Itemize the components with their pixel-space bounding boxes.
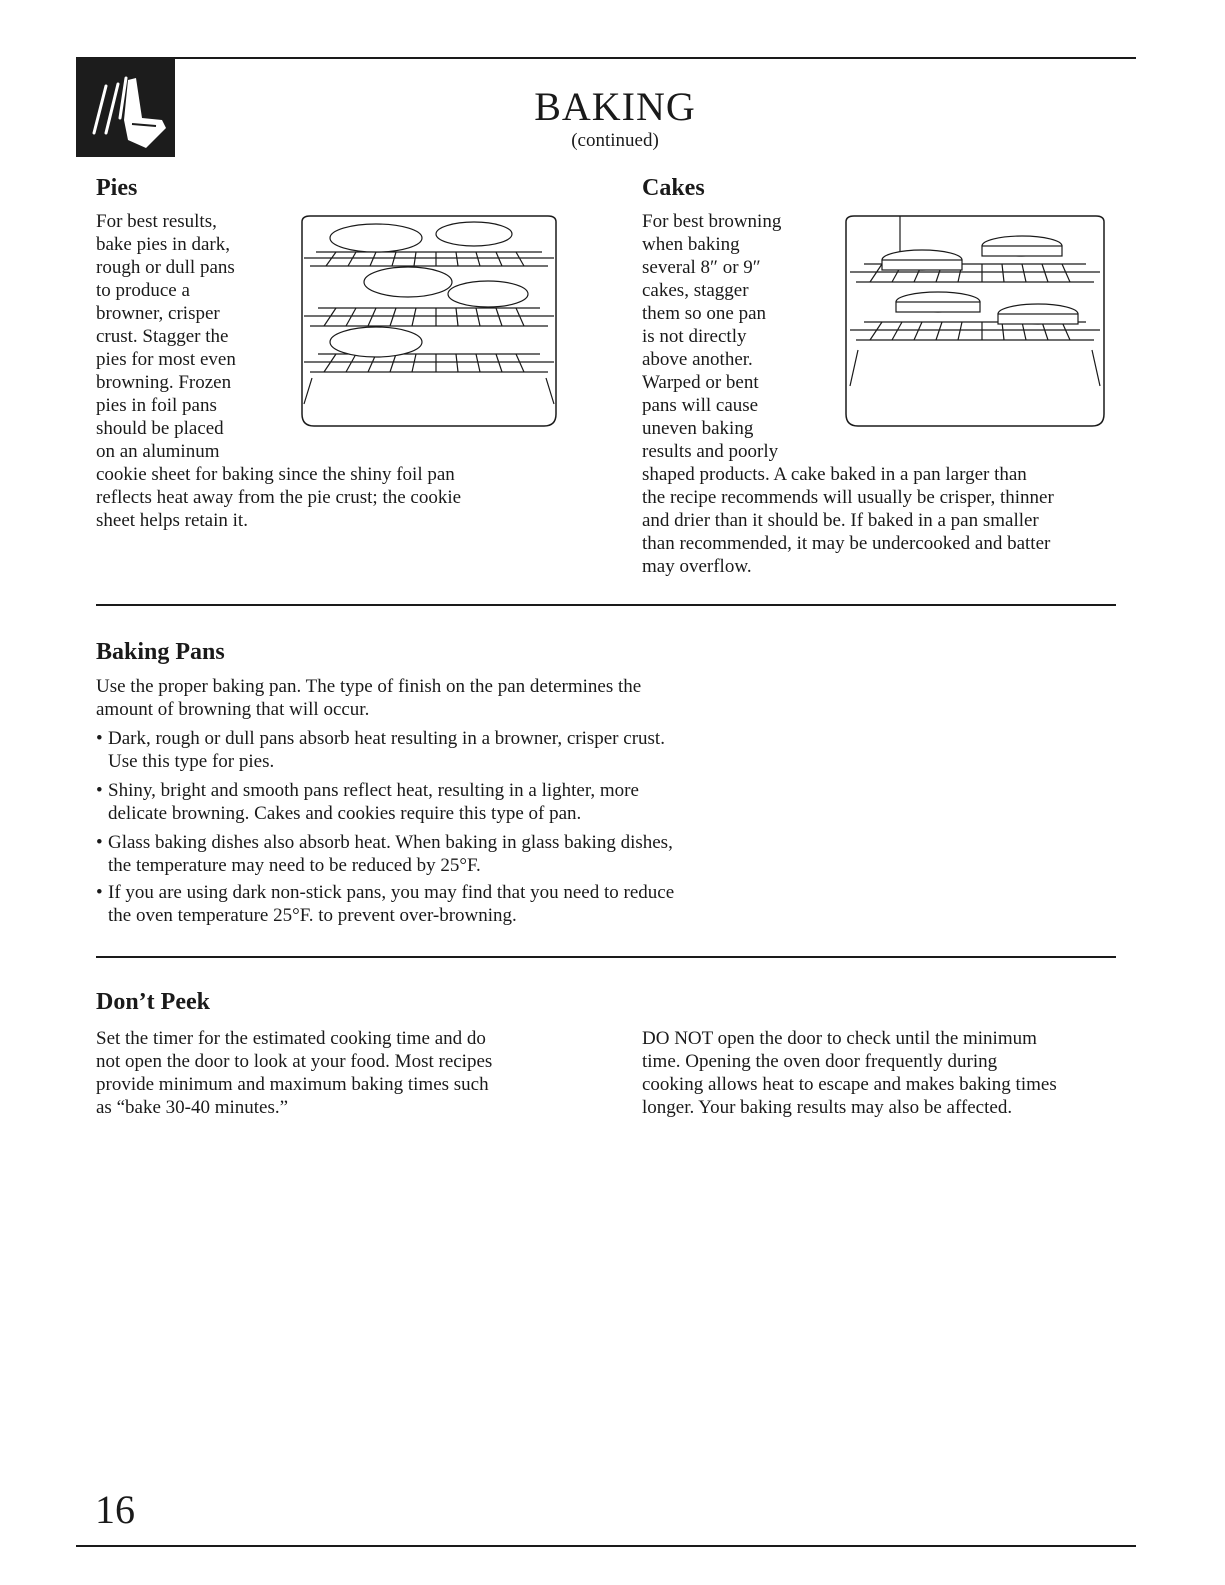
cakes-line: pans will cause (642, 395, 759, 416)
baking-pans-bullet (96, 780, 796, 825)
cakes-line: For best browning (642, 211, 782, 232)
cakes-line: is not directly (642, 326, 747, 347)
cakes-heading: Cakes (642, 175, 705, 201)
pies-line: should be placed (96, 418, 224, 439)
bullet-dot-icon: • (96, 780, 103, 801)
page-subtitle: (continued) (571, 130, 659, 151)
cakes-line: several 8″ or 9″ (642, 257, 761, 278)
top-rule (76, 57, 1136, 59)
cakes-line: results and poorly (642, 441, 779, 462)
pies-line: For best results, (96, 211, 217, 232)
pies-line: crust. Stagger the (96, 326, 229, 347)
cakes-line: and drier than it should be. If baked in a pan smaller (642, 510, 1039, 531)
cakes-line: above another. (642, 349, 753, 370)
page-title: BAKING (534, 84, 696, 129)
hand-glove-icon (76, 58, 175, 157)
dont-peek-right-line: cooking allows heat to escape and makes baking times (642, 1074, 1057, 1095)
section-divider (96, 604, 1116, 606)
bullet-line: Shiny, bright and smooth pans reflect heat, resulting in a lighter, more (108, 780, 639, 801)
dont-peek-left-line: not open the door to look at your food. Most recipes (96, 1051, 493, 1072)
bullet-line: delicate browning. Cakes and cookies require this type of pan. (108, 802, 582, 824)
bullet-dot-icon: • (96, 832, 103, 853)
pies-line: rough or dull pans (96, 257, 235, 278)
cakes-line: Warped or bent (642, 372, 759, 393)
pies-line: browner, crisper (96, 303, 220, 324)
cakes-line: shaped products. A cake baked in a pan larger than (642, 464, 1027, 485)
bullet-line: Dark, rough or dull pans absorb heat resulting in a browner, crisper crust. (108, 728, 665, 749)
baking-pans-bullet (96, 728, 796, 773)
dont-peek-right-line: time. Opening the oven door frequently during (642, 1051, 998, 1072)
pies-line: cookie sheet for baking since the shiny foil pan (96, 464, 455, 485)
bullet-line: Glass baking dishes also absorb heat. When baking in glass baking dishes, (108, 832, 673, 853)
dont-peek-left-line: Set the timer for the estimated cooking time and do (96, 1028, 486, 1049)
pies-line: pies in foil pans (96, 395, 217, 416)
cakes-line: cakes, stagger (642, 280, 749, 301)
pies-oven-illustration (296, 214, 562, 432)
baking-pans-intro-line: Use the proper baking pan. The type of finish on the pan determines the (96, 676, 642, 697)
bullet-line: Use this type for pies. (108, 750, 275, 772)
bullet-line: the temperature may need to be reduced by 25°F. (108, 854, 481, 876)
baking-pans-bullet (96, 832, 796, 877)
pies-line: on an aluminum (96, 441, 220, 462)
pies-line: sheet helps retain it. (96, 510, 248, 531)
bottom-rule (76, 1545, 1136, 1547)
baking-pans-heading: Baking Pans (96, 639, 225, 665)
baking-pans-intro-line: amount of browning that will occur. (96, 699, 370, 720)
dont-peek-heading: Don’t Peek (96, 989, 210, 1015)
cakes-line: the recipe recommends will usually be crisper, thinner (642, 487, 1054, 508)
bullet-dot-icon: • (96, 882, 103, 903)
cakes-line: than recommended, it may be undercooked and batter (642, 533, 1051, 554)
cakes-line: them so one pan (642, 303, 767, 324)
pies-line: browning. Frozen (96, 372, 232, 393)
dont-peek-left-line: as “bake 30-40 minutes.” (96, 1097, 289, 1118)
pies-line: pies for most even (96, 349, 236, 370)
bullet-dot-icon: • (96, 728, 103, 749)
baking-pans-bullet (96, 882, 796, 927)
dont-peek-right-line: longer. Your baking results may also be affected. (642, 1097, 1013, 1118)
pies-heading: Pies (96, 175, 138, 201)
pies-line: to produce a (96, 280, 190, 301)
dont-peek-right-line: DO NOT open the door to check until the minimum (642, 1028, 1037, 1049)
bullet-line: If you are using dark non-stick pans, you may find that you need to reduce (108, 882, 675, 903)
cakes-line: uneven baking (642, 418, 754, 439)
pies-line: bake pies in dark, (96, 234, 231, 255)
dont-peek-left-line: provide minimum and maximum baking times such (96, 1074, 489, 1095)
cakes-line: when baking (642, 234, 740, 255)
pies-line: reflects heat away from the pie crust; the cookie (96, 487, 462, 508)
cakes-line: may overflow. (642, 556, 752, 577)
cakes-oven-illustration (842, 214, 1108, 432)
bullet-line: the oven temperature 25°F. to prevent over-browning. (108, 904, 517, 926)
section-divider (96, 956, 1116, 958)
page-number: 16 (95, 1487, 135, 1532)
